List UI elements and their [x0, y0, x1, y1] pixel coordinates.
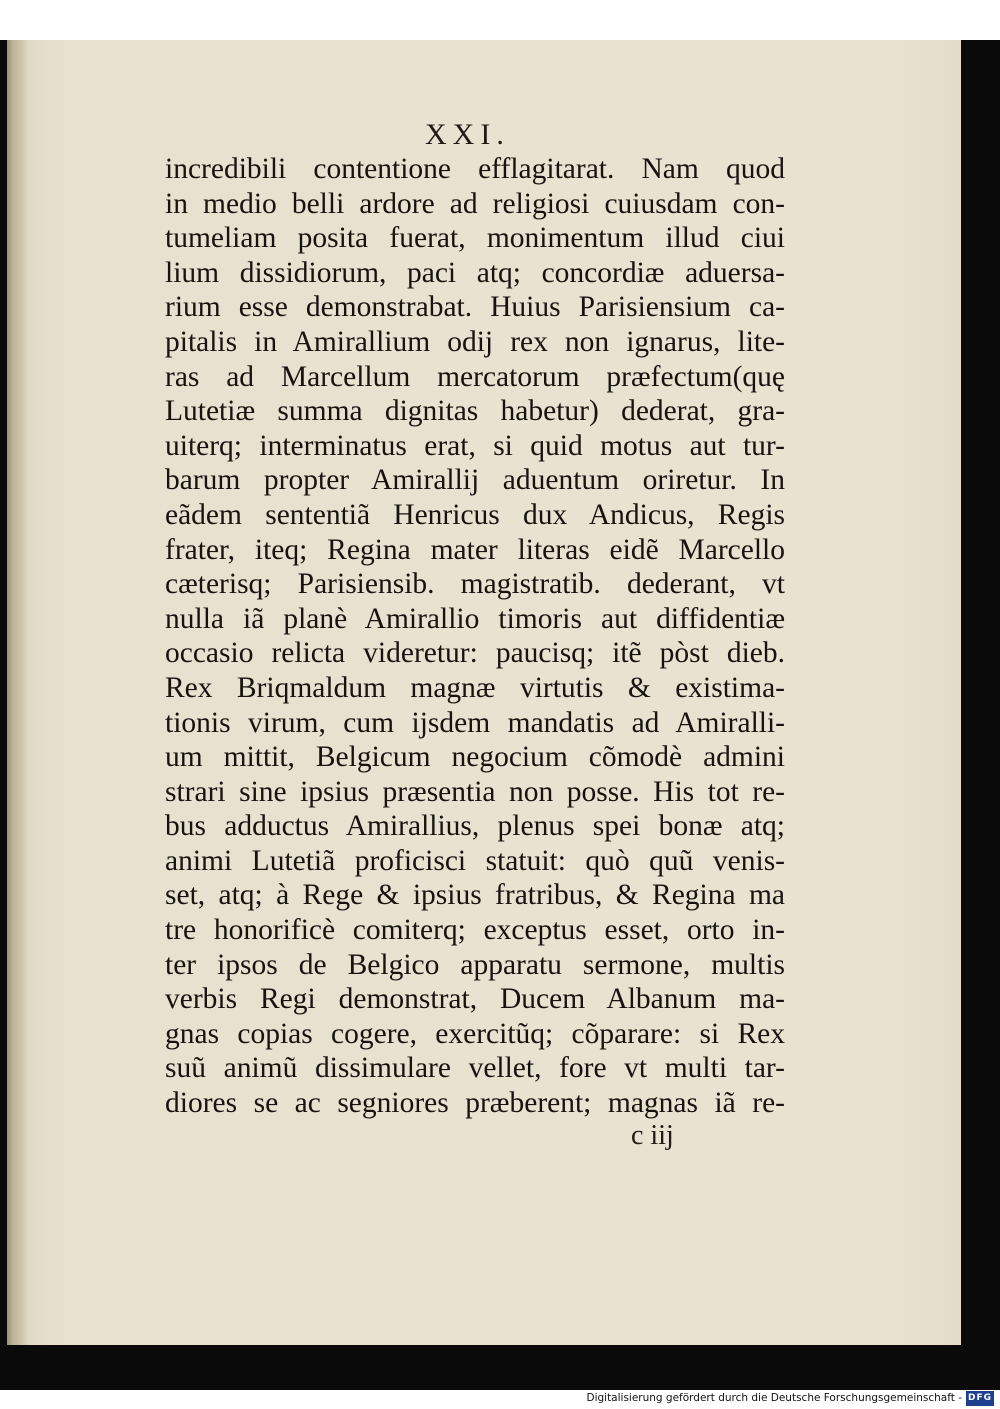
funding-credit: Digitalisierung gefördert durch die Deutsche Forschungsgemeinschaft - [586, 1392, 962, 1404]
text-line: tumeliam posita fuerat, monimentum illud ciui [165, 222, 785, 255]
scan-frame [0, 40, 1000, 1390]
text-line: lium dissidiorum, paci atq; concordiæ aduersa- [165, 256, 785, 289]
text-line: suũ animũ dissimulare vellet, fore vt multi tar- [165, 1052, 785, 1085]
text-line: uiterq; interminatus erat, si quid motus aut tur- [165, 429, 785, 462]
text-line: um mittit, Belgicum negocium cõmodè admini [165, 741, 785, 774]
text-line: tre honorificè comiterq; exceptus esset, orto in- [165, 914, 785, 947]
signature-mark: c iij [631, 1120, 674, 1151]
text-line: Rex Briqmaldum magnæ virtutis & existima- [165, 671, 785, 704]
text-line: tionis virum, cum ijsdem mandatis ad Amiralli- [165, 706, 785, 739]
text-line: verbis Regi demonstrat, Ducem Albanum ma- [165, 983, 785, 1016]
text-line: frater, iteq; Regina mater literas eidẽ Marcello [165, 533, 785, 566]
text-line: Lutetiæ summa dignitas habetur) dederat, gra- [165, 395, 785, 428]
text-line: gnas copias cogere, exercitũq; cõparare: si Rex [165, 1017, 785, 1050]
text-line: ras ad Marcellum mercatorum præfectum(quę [165, 360, 785, 393]
text-line: bus adductus Amirallius, plenus spei bonæ atq; [165, 810, 785, 843]
text-line: pitalis in Amirallium odij rex non ignarus, lite- [165, 325, 785, 358]
text-line: animi Lutetiã proficisci statuit: quò quũ venis- [165, 844, 785, 877]
text-line: in medio belli ardore ad religiosi cuiusdam con- [165, 187, 785, 220]
text-line: cæterisq; Parisiensib. magistratib. dederant, vt [165, 568, 785, 601]
credit-bar [0, 1390, 1000, 1409]
text-block [165, 152, 785, 1121]
text-line: strari sine ipsius præsentia non posse. His tot re- [165, 775, 785, 808]
page-gutter-shadow [7, 40, 29, 1345]
text-line: ter ipsos de Belgico apparatu sermone, multis [165, 948, 785, 981]
text-line: eãdem sententiã Henricus dux Andicus, Regis [165, 498, 785, 531]
folio-number: XXI. [425, 118, 510, 151]
text-line: barum propter Amiralliј aduentum oriretur. In [165, 464, 785, 497]
text-line: nulla iã planè Amirallio timoris aut diffidentiæ [165, 602, 785, 635]
text-line: occasio relicta videretur: paucisq; itẽ pòst dieb. [165, 637, 785, 670]
text-line: rium esse demonstrabat. Huius Parisiensium ca- [165, 291, 785, 324]
book-page [7, 40, 961, 1345]
text-line: incredibili contentione efflagitarat. Nam quod [165, 153, 785, 185]
text-line: set, atq; à Rege & ipsius fratribus, & Regina ma [165, 879, 785, 912]
text-line: diores se ac segniores præberent; magnas iã re- [165, 1087, 785, 1120]
dfg-logo: DFG [966, 1391, 994, 1406]
